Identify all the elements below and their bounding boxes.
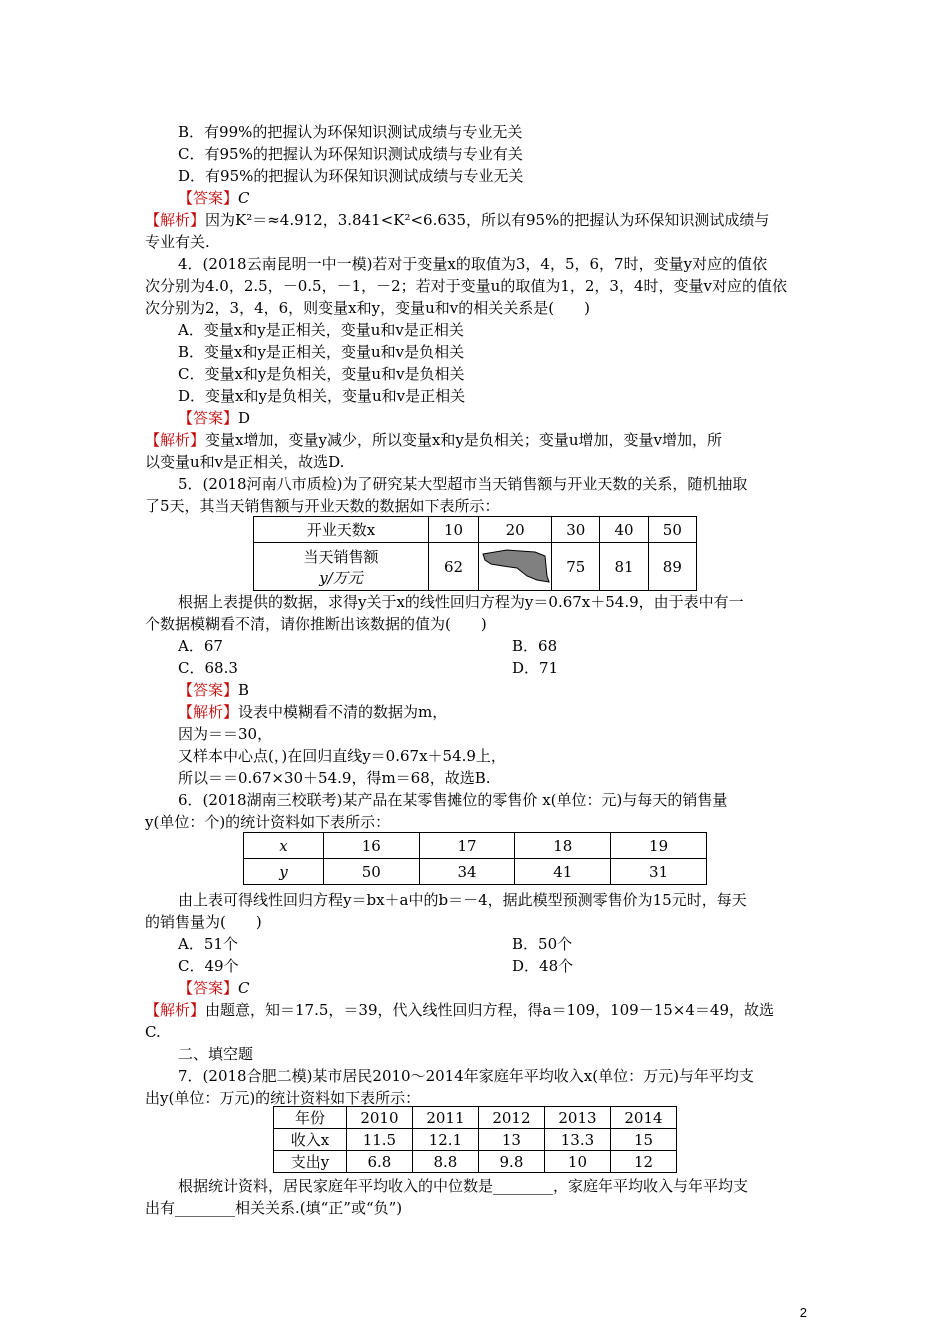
table-header-cell (254, 543, 429, 591)
explanation-tag: 【解析】 (178, 703, 239, 721)
table-cell: 50 (648, 517, 696, 543)
table-row (274, 1107, 677, 1129)
table-row (254, 543, 697, 591)
q5-option-a: A．67 (178, 637, 223, 655)
table-cell: 2010 (346, 1107, 412, 1129)
table-cell: 16 (323, 833, 419, 859)
q6-option-b: B．50个 (512, 935, 573, 953)
explanation-text: 设表中模糊看不清的数据为m， (238, 703, 448, 721)
row-head-line2: y/万元 (319, 568, 363, 587)
answer-tag: 【答案】 (178, 189, 239, 207)
q5-answer (178, 680, 249, 700)
q5-option-c: C．68.3 (178, 659, 238, 677)
table-cell: 2014 (610, 1107, 676, 1129)
table-header-cell: 年份 (274, 1107, 347, 1129)
q6-explanation (145, 1000, 774, 1020)
table-cell: 34 (419, 859, 515, 885)
table-cell: 50 (323, 859, 419, 885)
answer-value: C (238, 979, 250, 997)
q4-answer (178, 408, 250, 428)
table-cell: 15 (610, 1129, 676, 1151)
q3-option-b: B．有99%的把握认为环保知识测试成绩与专业无关 (178, 123, 523, 141)
explanation-tag: 【解析】 (145, 1001, 206, 1019)
table-cell: 81 (600, 543, 648, 591)
q7-stem: 7．(2018合肥二模)某市居民2010～2014年家庭年平均收入x(单位：万元)与年平均支 (178, 1067, 754, 1085)
answer-tag: 【答案】 (178, 681, 239, 699)
q6-stem-cont: y(单位：个)的统计资料如下表所示： (145, 813, 391, 831)
table-cell: 62 (428, 543, 478, 591)
answer-value: B (238, 681, 250, 699)
row-head-line1: 当天销售额 (303, 547, 379, 566)
answer-tag: 【答案】 (178, 409, 239, 427)
table-cell: 13.3 (544, 1129, 610, 1151)
q5-explanation-line2: 因为＝＝30， (178, 725, 273, 743)
table-cell: 40 (600, 517, 648, 543)
q5-stem: 5．(2018河南八市质检)为了研究某大型超市当天销售额与开业天数的关系，随机抽取 (178, 475, 748, 493)
q7-text: 根据统计资料，居民家庭年平均收入的中位数是________，家庭年平均收入与年平均支 (178, 1177, 749, 1195)
table-cell: 8.8 (412, 1151, 478, 1173)
page-number: 2 (799, 1305, 807, 1320)
q4-stem: 4．(2018云南昆明一中一模)若对于变量x的取值为3，4，5，6，7时，变量y对应的值依 (178, 255, 768, 273)
table-header-cell: 支出y (274, 1151, 347, 1173)
q5-option-d: D．71 (512, 659, 559, 677)
q5-data-table (253, 516, 697, 591)
q5-option-b: B．68 (512, 637, 558, 655)
q4-option-d: D．变量x和y是负相关，变量u和v是正相关 (178, 387, 466, 405)
q4-option-b: B．变量x和y是正相关，变量u和v是负相关 (178, 343, 465, 361)
answer-tag: 【答案】 (178, 979, 239, 997)
q3-option-c: C．有95%的把握认为环保知识测试成绩与专业有关 (178, 145, 523, 163)
q6-data-table (243, 832, 707, 885)
table-cell: 12 (610, 1151, 676, 1173)
table-cell: 19 (611, 833, 707, 859)
answer-value: C (238, 189, 250, 207)
q7-text-cont: 出有________相关关系.(填“正”或“负”) (145, 1199, 403, 1217)
q3-explanation-cont: 专业有关. (145, 233, 210, 251)
explanation-text: 由题意，知＝17.5，＝39，代入线性回归方程，得a＝109，109－15×4＝49，故选 (205, 1001, 774, 1019)
q6-option-c: C．49个 (178, 957, 239, 975)
q5-text-cont: 个数据模糊看不清，请你推断出该数据的值为( ) (145, 615, 487, 633)
answer-value: D (238, 409, 251, 427)
q3-answer (178, 188, 250, 208)
q7-data-table (273, 1106, 677, 1173)
q6-stem: 6．(2018湖南三校联考)某产品在某零售摊位的零售价 x(单位：元)与每天的销售量 (178, 791, 728, 809)
table-cell: 13 (478, 1129, 544, 1151)
table-cell: 12.1 (412, 1129, 478, 1151)
table-cell: 10 (428, 517, 478, 543)
table-cell: 75 (552, 543, 600, 591)
table-header-cell: 收入x (274, 1129, 347, 1151)
q5-stem-cont: 了5天，其当天销售额与开业天数的数据如下表所示： (145, 497, 500, 515)
table-cell: 9.8 (478, 1151, 544, 1173)
table-cell: 20 (479, 517, 552, 543)
q6-text: 由上表可得线性回归方程y＝bx＋a中的b＝－4，据此模型预测零售价为15元时，每天 (178, 891, 747, 909)
q4-stem-cont: 次分别为4.0，2.5，－0.5，－1，－2；若对于变量u的取值为1，2，3，4时，变量v对应的值依 (145, 277, 787, 295)
table-cell: 17 (419, 833, 515, 859)
q3-option-d: D．有95%的把握认为环保知识测试成绩与专业无关 (178, 167, 524, 185)
table-cell: 6.8 (346, 1151, 412, 1173)
table-cell: 2011 (412, 1107, 478, 1129)
q4-explanation-cont: 以变量u和v是正相关，故选D. (145, 453, 345, 471)
table-cell: 41 (515, 859, 611, 885)
table-row (274, 1151, 677, 1173)
q6-text-cont: 的销售量为( ) (145, 913, 262, 931)
table-cell: 2012 (478, 1107, 544, 1129)
ink-blot-icon (479, 546, 551, 588)
table-header-cell: y (244, 859, 324, 885)
table-cell: 11.5 (346, 1129, 412, 1151)
table-cell: 10 (544, 1151, 610, 1173)
table-cell: 18 (515, 833, 611, 859)
table-row (244, 859, 707, 885)
q4-stem-cont2: 次分别为2，3，4，6，则变量x和y，变量u和v的相关关系是( ) (145, 299, 590, 317)
q5-explanation (178, 702, 447, 722)
q5-text: 根据上表提供的数据，求得y关于x的线性回归方程为y＝0.67x＋54.9，由于表中有一 (178, 593, 744, 611)
table-cell: 2013 (544, 1107, 610, 1129)
q4-explanation (145, 430, 722, 450)
explanation-text: 变量x增加，变量y减少，所以变量x和y是负相关；变量u增加，变量v增加，所 (205, 431, 723, 449)
q6-option-a: A．51个 (178, 935, 238, 953)
q3-explanation (145, 210, 769, 230)
q4-option-c: C．变量x和y是负相关，变量u和v是负相关 (178, 365, 465, 383)
table-header-cell: x (244, 833, 324, 859)
q5-explanation-line4: 所以＝＝0.67×30＋54.9，得m＝68，故选B. (178, 769, 491, 787)
section-heading: 二、填空题 (178, 1045, 254, 1063)
table-cell: 89 (648, 543, 696, 591)
q4-option-a: A．变量x和y是正相关，变量u和v是正相关 (178, 321, 464, 339)
explanation-text: 因为K²＝≈4.912，3.841<K²<6.635，所以有95%的把握认为环保知识测试成绩与 (205, 211, 770, 229)
table-header-cell: 开业天数x (254, 517, 429, 543)
table-row (254, 517, 697, 543)
table-row (244, 833, 707, 859)
table-cell: 31 (611, 859, 707, 885)
q6-explanation-cont: C. (145, 1023, 161, 1041)
table-cell: 30 (552, 517, 600, 543)
q6-option-d: D．48个 (512, 957, 574, 975)
q7-stem-cont: 出y(单位：万元)的统计资料如下表所示： (145, 1089, 421, 1107)
q5-explanation-line3: 又样本中心点(，)在回归直线y＝0.67x＋54.9上， (178, 747, 506, 765)
table-row (274, 1129, 677, 1151)
explanation-tag: 【解析】 (145, 431, 206, 449)
explanation-tag: 【解析】 (145, 211, 206, 229)
q6-answer (178, 978, 250, 998)
blurred-cell (479, 543, 552, 591)
